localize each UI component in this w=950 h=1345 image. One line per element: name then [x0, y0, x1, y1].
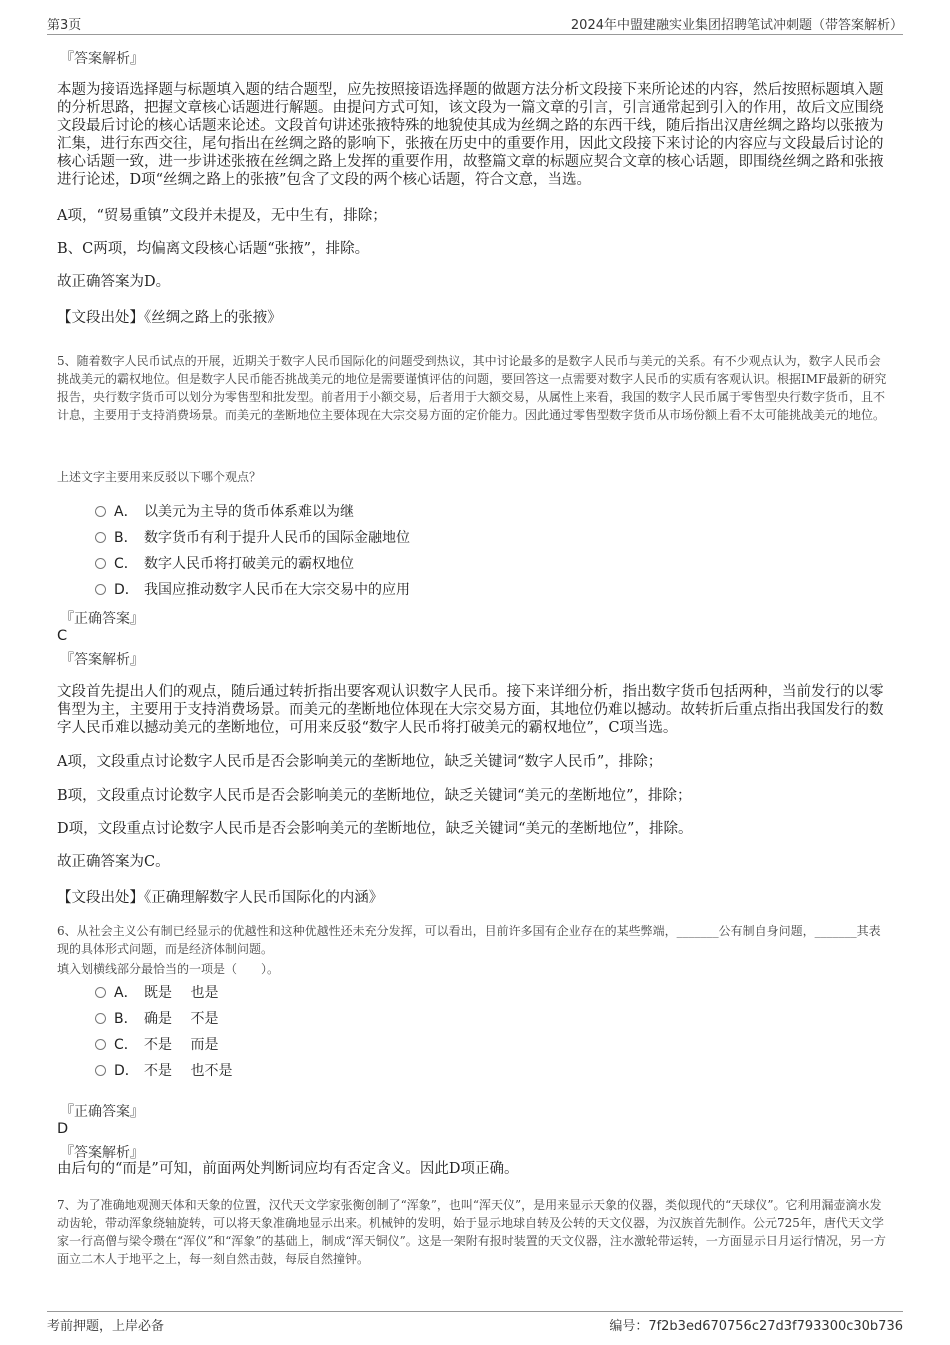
q4-option-bc-note: B、C两项，均偏离文段核心话题“张掖”，排除。 — [57, 241, 370, 257]
q4-option-a-note: A项，“贸易重镇”文段并未提及，无中生有，排除； — [57, 208, 387, 224]
radio-button-icon[interactable] — [95, 506, 106, 517]
document-id: 编号：7f2b3ed670756c27d3f793300c30b736 — [609, 1319, 903, 1334]
q6-correct-answer: D — [57, 1121, 69, 1137]
q7-stem: 7、为了准确地观测天体和天象的位置，汉代天文学家张衡创制了“浑象”，也叫“浑天仪”，是用来显示天象的仪器，类似现代的“天球仪”。它利用漏壶滴水发动齿轮，带动浑象绕轴旋转，可以将天象准确地显示出来。机械钟的发明，始于显示地球自转及公转的天文仪器，为汉族首先制作。公元725年，唐代天文学家一行高僧与梁令瓒在“浑仪”和“浑象”的基础上，制成“浑天铜仪”。这是一架附有报时装置的天文仪器，注水激轮带运转，一方面显示日月运行情况，另一方面立二木人于地平之上，每一刻自然击鼓，每辰自然撞钟。 — [57, 1198, 886, 1266]
radio-button-icon[interactable] — [95, 1065, 106, 1076]
q4-analysis-label: 『答案解析』 — [60, 51, 144, 67]
q4-conclusion: 故正确答案为D。 — [57, 274, 171, 290]
q5-option-a-note: A项，文段重点讨论数字人民币是否会影响美元的垄断地位，缺乏关键词“数字人民币”，排除； — [57, 754, 663, 770]
radio-button-icon[interactable] — [95, 558, 106, 569]
q5-question: 上述文字主要用来反驳以下哪个观点？ — [57, 470, 262, 484]
page-number: 第3页 — [47, 18, 82, 33]
document-title: 2024年中盟建融实业集团招聘笔试冲刺题（带答案解析） — [570, 18, 903, 33]
radio-button-icon[interactable] — [95, 1039, 106, 1050]
q6-option-c[interactable]: C． 不是 而是 — [95, 1034, 218, 1056]
page-header — [47, 12, 903, 35]
q6-question: 填入划横线部分最恰当的一项是（ ）。 — [57, 962, 280, 976]
q5-source: 【文段出处】《正确理解数字人民币国际化的内涵》 — [57, 890, 384, 906]
q5-option-b[interactable]: B． 数字货币有利于提升人民币的国际金融地位 — [95, 527, 410, 549]
q6-option-d[interactable]: D． 不是 也不是 — [95, 1060, 232, 1082]
q5-option-a[interactable]: A． 以美元为主导的货币体系难以为继 — [95, 501, 354, 523]
radio-button-icon[interactable] — [95, 584, 106, 595]
q6-analysis-paragraph: 由后句的“而是”可知，前面两处判断词应均有否定含义。因此D项正确。 — [57, 1161, 519, 1177]
q6-option-b[interactable]: B． 确是 不是 — [95, 1008, 218, 1030]
q5-analysis-paragraph: 文段首先提出人们的观点，随后通过转折指出要客观认识数字人民币。接下来详细分析，指出数字货币包括两种，当前发行的以零售型为主，主要用于支持消费场景。而美元的垄断地位体现在大宗交易方面，其地位仍难以撼动。故转折后重点指出我国发行的数字人民币难以撼动美元的垄断地位，可用来反驳“数字人民币将打破美元的霸权地位”，C项当选。 — [57, 684, 884, 736]
q5-correct-answer: C — [57, 628, 68, 644]
page-footer — [47, 1311, 903, 1334]
radio-button-icon[interactable] — [95, 987, 106, 998]
q5-option-c[interactable]: C． 数字人民币将打破美元的霸权地位 — [95, 553, 354, 575]
q5-stem: 5、随着数字人民币试点的开展，近期关于数字人民币国际化的问题受到热议，其中讨论最多的是数字人民币与美元的关系。有不少观点认为，数字人民币会挑战美元的霸权地位。但是数字人民币能否挑战美元的地位是需要谨慎评估的问题，要回答这一点需要对数字人民币的实质有客观认识。根据IMF最新的研究报告，央行数字货币可以划分为零售型和批发型。前者用于小额交易，后者用于大额交易，从属性上来看，我国的数字人民币属于零售型央行数字货币，且不计息，主要用于支持消费场景。而美元的垄断地位主要体现在大宗交易方面的定价能力。因此通过零售型数字货币从市场份额上看不太可能挑战美元的地位。 — [57, 354, 887, 422]
radio-button-icon[interactable] — [95, 1013, 106, 1024]
q6-option-a[interactable]: A． 既是 也是 — [95, 982, 218, 1004]
q5-conclusion: 故正确答案为C。 — [57, 854, 170, 870]
q5-option-d-note: D项，文段重点讨论数字人民币是否会影响美元的垄断地位，缺乏关键词“美元的垄断地位”，排除。 — [57, 821, 693, 837]
q4-source: 【文段出处】《丝绸之路上的张掖》 — [57, 310, 282, 326]
q5-option-d[interactable]: D． 我国应推动数字人民币在大宗交易中的应用 — [95, 579, 410, 601]
q6-stem: 6、从社会主义公有制已经显示的优越性和这种优越性还未充分发挥，可以看出，目前许多国有企业存在的某些弊端，_______公有制自身问题，_______其表现的具体形式问题，而是经济体制问题。 — [57, 924, 881, 956]
footer-slogan: 考前押题，上岸必备 — [47, 1319, 165, 1334]
q5-option-b-note: B项，文段重点讨论数字人民币是否会影响美元的垄断地位，缺乏关键词“美元的垄断地位”，排除； — [57, 788, 692, 804]
q5-correct-label: 『正确答案』 — [60, 611, 144, 627]
radio-button-icon[interactable] — [95, 532, 106, 543]
q4-analysis-paragraph: 本题为接语选择题与标题填入题的结合题型，应先按照接语选择题的做题方法分析文段接下来所论述的内容，然后按照标题填入题的分析思路，把握文章核心话题进行解题。由提问方式可知，该文段为一篇文章的引言，引言通常起到引入的作用，故后文应围绕文段最后讨论的核心话题来论述。文段首句讲述张掖特殊的地貌使其成为丝绸之路的东西干线，随后指出汉唐丝绸之路均以张掖为汇集，进行东西交往，尾句指出在丝绸之路的影响下，张掖在历史中的重要作用，因此文段接下来讨论的内容应与文段最后讨论的核心话题一致，进一步讲述张掖在丝绸之路上发挥的重要作用，故整篇文章的标题应契合文章的核心话题，即围绕丝绸之路和张掖进行论述，D项“丝绸之路上的张掖”包含了文段的两个核心话题，符合文意，当选。 — [57, 82, 884, 188]
q5-analysis-label: 『答案解析』 — [60, 652, 144, 668]
q6-analysis-label: 『答案解析』 — [60, 1145, 144, 1161]
q6-correct-label: 『正确答案』 — [60, 1104, 144, 1120]
